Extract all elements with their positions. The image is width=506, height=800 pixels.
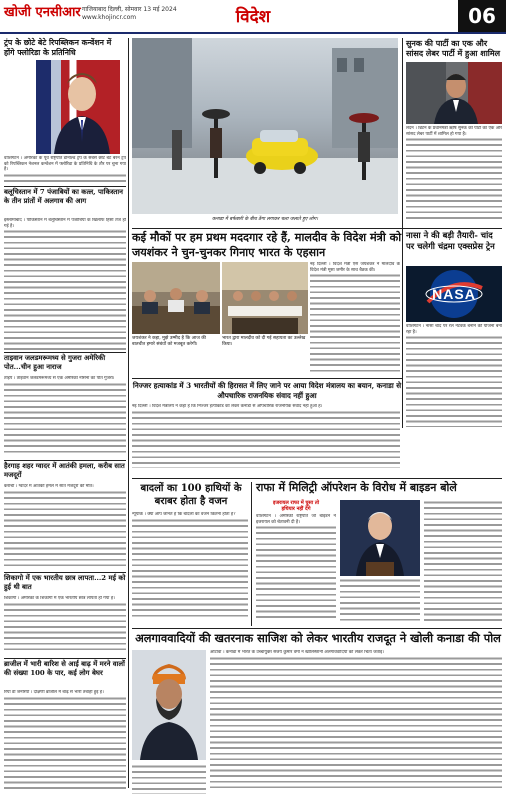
text-lines (424, 500, 502, 622)
date-line: गाजियाबाद दिल्ली, सोमवार 13 मई 2024 (82, 6, 177, 13)
text-lines (4, 602, 126, 652)
masthead (0, 0, 506, 34)
baluchistan-headline: बलूचिस्तान में 7 पंजाबियों का कत्ल, पाकिस्तान के तीन प्रांतों में अलगाव की आग (4, 188, 123, 205)
nijjar-headline: निज्जर हत्याकांड में 3 भारतीयों की हिरासत में लिए जाने पर आया विदेश मंत्रालय का बयान, कनाडा से औपचारिक राजनयिक संवाद नहीं हुआ (132, 381, 402, 400)
text-lines (310, 273, 400, 373)
baluchistan-body (4, 218, 126, 350)
section-title: विदेश (235, 7, 271, 27)
divider (132, 228, 502, 229)
delegation-talks-photo (222, 262, 308, 334)
chicago-headline: शिकागो में एक भारतीय छात्र लापता...2 मई को हुई थी बात (4, 574, 126, 591)
meeting-graphic (132, 262, 220, 334)
taiwan-body (4, 376, 126, 458)
nasa-logo-image (406, 266, 502, 322)
text-lines (132, 764, 206, 794)
column-divider (251, 482, 252, 626)
barron-trump-photo (36, 60, 120, 154)
nasa-body (406, 324, 502, 428)
portrait-graphic (406, 62, 502, 124)
brazil-lead: रियो डी जनेरियो । दक्षिणी ब्राजील में बाढ़ से भारी तबाही हुई है। (4, 690, 104, 695)
haiti-headline: हैरगाह शहर ग्वादर में आतंकी हमला, करीब सात मजदूरों (4, 462, 125, 479)
nijjar-body (132, 404, 400, 474)
text-lines (256, 525, 336, 621)
rafah-subhead (256, 500, 336, 512)
text-lines (4, 382, 126, 454)
text-lines (4, 173, 126, 184)
street-scene-graphic (132, 38, 398, 214)
meeting-graphic (222, 262, 308, 334)
trump-body (4, 156, 126, 184)
rafah-headline: राफा में मिलिट्री ऑपरेशन के विरोध में बाइडन बोले (256, 481, 457, 494)
page-number: 06 (458, 0, 506, 32)
text-lines (406, 335, 502, 427)
column-divider (402, 228, 403, 428)
divider (4, 658, 126, 659)
publication-logo: खोजी एनसीआर (4, 5, 81, 20)
clouds-headline: बादलों का 100 हाथियों के बराबर होता है वजन (140, 483, 242, 507)
text-lines (210, 656, 502, 790)
sunak-body (406, 126, 502, 226)
taiwan-lead: ताइपे । ताइवान जलडमरूमध्य से एक अमेरिकी नौसेना का पोत गुजरा। (4, 376, 115, 381)
khalistan-body-under-photo (132, 764, 206, 796)
canada-snow-photo (132, 38, 398, 214)
nasa-lead: वॉशिंगटन । नासा चांद पर रेल नेटवर्क बनाने की योजना बना रहा है। (406, 324, 502, 335)
portrait-graphic (132, 650, 206, 760)
brazil-body (4, 690, 126, 796)
snow-photo-caption: कनाडा में बर्फबारी के बीच ठेंगा लगाकर चला जलाते हुए लोग। (212, 217, 318, 222)
maldives-caption-1: जयशंकर ने कहा, मुझे उम्मीद है कि आज की बातचीत हमारे संबंधों को मजबूत करेगी। (132, 336, 206, 347)
sunak-mp-photo (406, 62, 502, 124)
rafah-subhead-line-2: हथियार नहीं देंगे (281, 506, 311, 512)
nasa-headline: नासा ने की बड़ी तैयारी- चांद पर चलेगी चंद्रमा एक्सप्रेस ट्रेन (406, 230, 495, 251)
jaishankar-meeting-photo (132, 262, 220, 334)
text-lines (4, 229, 126, 350)
haiti-body (4, 484, 126, 570)
divider (4, 460, 126, 461)
rafah-subhead-line-1: इजरायल राफा में घुसा तो (272, 500, 319, 506)
nasa-logo-text: NASA (432, 286, 476, 302)
column-divider (402, 38, 403, 228)
portrait-graphic (36, 60, 120, 154)
column-divider (128, 38, 129, 788)
rafah-body-left (256, 514, 336, 624)
envoy-photo (132, 650, 206, 760)
chicago-body (4, 596, 126, 656)
haiti-lead: करांची । ग्वादर में आतंकी हमले में सात मजदूरों की मौत। (4, 484, 94, 489)
divider (4, 352, 126, 353)
taiwan-headline: ताइवान जलडमरूमध्य से गुजरा अमेरिकी पोत...चीन हुआ नाराज (4, 354, 106, 371)
text-lines (406, 137, 502, 221)
clouds-body (132, 512, 248, 624)
text-lines (4, 490, 126, 566)
text-lines (340, 578, 420, 622)
rafah-photo-caption (340, 578, 420, 624)
khalistan-headline: अलगाववादियों की खतरनाक साजिश को लेकर भारतीय राजदूत ने खोली कनाडा की पोल (135, 631, 501, 645)
maldives-lead: नई दिल्ली । विदेश मंत्री एस जयशंकर ने मालदीव के विदेश मंत्री मूसा जमीर के साथ बैठक की। (310, 262, 400, 273)
divider (132, 628, 502, 629)
text-lines (4, 696, 126, 792)
nijjar-lead: नई दिल्ली । विदेश मंत्रालय ने कहा है कि निज्जर हत्याकांड को लेकर कनाडा से औपचारिक राजनयिक संवाद नहीं हुआ है। (132, 404, 323, 409)
portrait-graphic (340, 500, 420, 576)
khalistan-body (210, 650, 502, 796)
maldives-caption-2: भारत द्वारा मालदीव को दी गई सहायता का उल्लेख किया। (222, 336, 306, 347)
sunak-headline: सुनक की पार्टी का एक और सांसद लेबर पार्टी में हुआ शामिल (406, 38, 501, 58)
maldives-headline: कई मौकों पर हम प्रथम मददगार रहे हैं, मालदीव के विदेश मंत्री को जयशंकर ने चुन-चुनकर गिनाए भारत के एहसान (132, 230, 402, 259)
rafah-body-right (424, 500, 502, 624)
brazil-headline: ब्राजील में भारी बारिश से आई बाढ़ में मरने वालों की संख्या 100 के पार, कई लोग बेघर (4, 660, 125, 677)
divider (4, 186, 126, 187)
baluchistan-lead: इस्लामाबाद । पाकिस्तान में बलूचिस्तान में पंजाबियों के खिलाफ हिंसा तेज हो गई है। (4, 218, 126, 229)
website-line: www.khojincr.com (82, 14, 137, 21)
trump-lead: वॉशिंगटन । अमेरिका के पूर्व राष्ट्रपति डोनाल्ड ट्रंप के सबसे छोटे बेटे बैरन ट्रंप को रिपब्लिकन नेशनल कन्वेंशन में फ्लोरिडा के प्रतिनिधि के तौर पर चुना गया है। (4, 156, 126, 173)
divider (132, 378, 402, 379)
rafah-lead: वॉशिंगटन । अमेरिकी राष्ट्रपति जो बाइडन ने इजरायल को चेतावनी दी है। (256, 514, 336, 525)
sunak-lead: लंदन । ब्रिटेन के प्रधानमंत्री ऋषि सुनक की पार्टी का एक और सांसद लेबर पार्टी में शामिल हो गया है। (406, 126, 502, 137)
trump-headline: ट्रंप के छोटे बेटे रिपब्लिकन कन्वेंशन में होंगे फ्लोरिडा के प्रतिनिधि (4, 38, 112, 57)
text-lines (132, 410, 400, 468)
clouds-lead: न्यूयॉर्क । क्या आप जानते हैं कि बादलों का वजन कितना होता है? (132, 512, 236, 517)
divider (4, 572, 126, 573)
khalistan-lead: ओटावा । कनाडा में भारत के उच्चायुक्त संजय कुमार वर्मा ने खालिस्तानी अलगाववादियों को लेकर चिंता जताई। (210, 650, 384, 655)
chicago-lead: शिकागो । अमेरिका के शिकागो में एक भारतीय छात्र लापता हो गया है। (4, 596, 115, 601)
maldives-body (310, 262, 400, 378)
text-lines (132, 518, 248, 618)
divider (132, 478, 502, 479)
biden-photo (340, 500, 420, 576)
